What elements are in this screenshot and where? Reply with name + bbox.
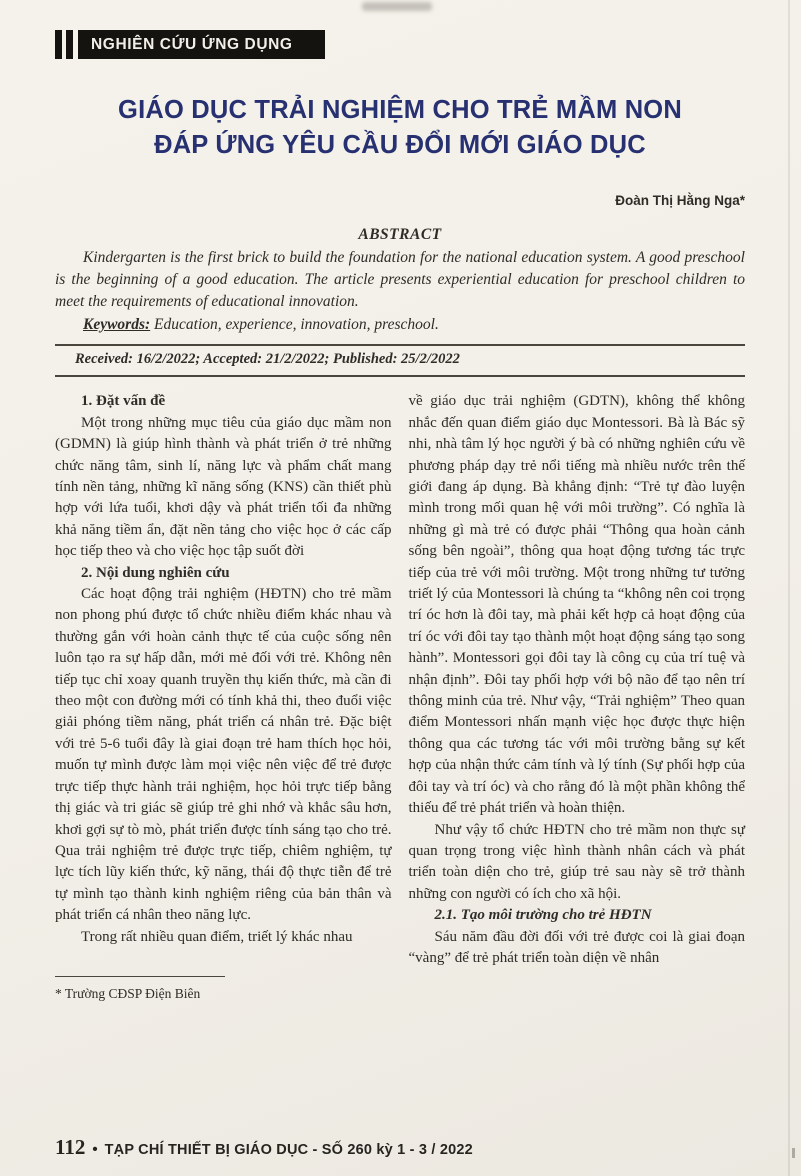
keywords-label: Keywords: xyxy=(83,316,151,334)
footnote-rule xyxy=(55,976,225,977)
section-heading: 1. Đặt vấn đề xyxy=(81,393,166,410)
body-paragraph: Như vậy tổ chức HĐTN cho trẻ mầm non thực sự quan trọng trong việc hình thành nhân cách và phát triển toàn diện cho trẻ, giúp trẻ sau này sẽ trở thành những con người có ích cho xã hội. xyxy=(408,821,745,902)
keywords-line xyxy=(55,314,745,336)
author-name: Đoàn Thị Hằng Nga* xyxy=(615,193,745,209)
body-paragraph: Các hoạt động trải nghiệm (HĐTN) cho trẻ mầm non phong phú được tổ chức nhiều điểm khác nhau và thường gắn với hoàn cảnh thực tế của cuộc sống nên luôn tạo ra sự hấp dẫn, mới mẻ đối với trẻ. Không nên tiếp tục chỉ xoay quanh truyền thụ kiến thức, mà cần đi theo một con đường mới có tính khả thi, theo đuổi việc giải phóng tiềm năng, phát triển cá nhân trẻ. Đặc biệt với trẻ 5-6 tuổi đây là giai đoạn trẻ ham thích học hỏi, muốn tự mình được làm mọi việc nên việc để trẻ được trực tiếp thực hành trải nghiệm, học hỏi trực tiếp bằng thị giác và tri giác sẽ giúp trẻ ghi nhớ và khắc sâu hơn, khơi gợi sự tò mò, phát triển được tính sáng tạo cho trẻ. Qua trải nghiệm trẻ được trực tiếp, chiêm nghiệm, tự lực tích lũy kiến thức, kỹ năng, thái độ thực tiễn để trẻ tự mình tạo thành kinh nghiệm riêng của bản thân và phát triển cá nhân theo năng lực. xyxy=(55,586,392,924)
body-paragraph: Trong rất nhiều quan điểm, triết lý khác nhau xyxy=(81,928,353,945)
dates-line: Received: 16/2/2022; Accepted: 21/2/2022; Published: 25/2/2022 xyxy=(55,344,745,377)
journal-title-line: TẠP CHÍ THIẾT BỊ GIÁO DỤC - SỐ 260 kỳ 1 - 3 / 2022 xyxy=(104,1142,473,1158)
banner-bars-icon xyxy=(55,30,73,59)
scan-artifact-top xyxy=(362,2,432,11)
right-column xyxy=(409,391,746,1004)
footnote xyxy=(55,976,392,1004)
body-paragraph: Một trong những mục tiêu của giáo dục mầm non (GDMN) là giúp hình thành và phát triển ở trẻ những chức năng tâm, sinh lí, năng lực và phẩm chất mang tính nền tảng, những kĩ năng sống (KNS) cần thiết phù hợp với lứa tuổi, khơi dậy và phát triển tối đa những khả năng tiềm ẩn, đặt nền tảng cho việc học ở các cấp học tiếp theo và cho việc học tập suốt đời xyxy=(55,414,392,560)
body-columns xyxy=(55,391,745,1004)
subsection-heading: 2.1. Tạo môi trường cho trẻ HĐTN xyxy=(434,907,652,924)
scan-artifact-dot xyxy=(792,1148,795,1158)
page-number: 112 xyxy=(55,1135,86,1159)
left-column xyxy=(55,391,392,1004)
section-heading: 2. Nội dung nghiên cứu xyxy=(81,564,230,581)
page-footer xyxy=(55,1135,473,1160)
body-paragraph: về giáo dục trải nghiệm (GDTN), không thể không nhắc đến quan điểm giáo dục Montessori. Bà là Bác sỹ nhi, nhà tâm lý học người ý bà có những nghiên cứu về phương pháp dạy trẻ nổi tiếng mà nhiều nước trên thế giới đang áp dụng. Bà khẳng định: “Trẻ tự đào luyện mình trong mối quan hệ với môi trường”. Có nghĩa là những gì mà trẻ có được phải “Thông qua hoàn cảnh sống bên ngoài”, thông qua hoạt động tương tác trực tiếp của trẻ với môi trường. Một trong những tư tưởng triết lý của Montessori là chúng ta “không nên coi trọng trí óc hơn là đôi tay, mà phải kết hợp cả hoạt động của trí óc với đôi tay tạo thành một hoạt động sáng tạo song hành”. Montessori gọi đôi tay là công cụ của trí tuệ và nhận định”. Đôi tay phối hợp với bộ não để tạo nên trí thông minh của trẻ. Như vậy, “Trải nghiệm” Theo quan điểm Montessori nhấn mạnh việc học được thực hiện thông qua các tương tác với môi trường bằng sự kết hợp của nhận thức cảm tính và lý tính (Sự phối hợp của đôi tay và trí óc) và cho rằng đó là một phần không thể thiếu để trẻ phát triển và hoàn thiện. xyxy=(408,393,745,817)
section-banner xyxy=(55,30,745,59)
article-title-line1: GIÁO DỤC TRẢI NGHIỆM CHO TRẺ MẦM NON xyxy=(118,96,682,124)
scan-artifact-edge xyxy=(788,0,790,1176)
footer-bullet: • xyxy=(92,1141,98,1158)
article-title-line2: ĐÁP ỨNG YÊU CẦU ĐỔI MỚI GIÁO DỤC xyxy=(154,131,646,160)
abstract-heading: ABSTRACT xyxy=(358,226,442,244)
section-label: NGHIÊN CỨU ỨNG DỤNG xyxy=(78,30,325,59)
article-title xyxy=(59,93,741,163)
body-paragraph: Sáu năm đầu đời đối với trẻ được coi là giai đoạn “vàng” để trẻ phát triển toàn diện về nhân xyxy=(408,928,745,966)
footnote-text: * Trường CĐSP Điện Biên xyxy=(55,985,201,1001)
keywords-text: Education, experience, innovation, preschool. xyxy=(150,316,439,334)
abstract-text: Kindergarten is the first brick to build the foundation for the national education system. A good preschool is the beginning of a good education. The article presents experiential education for preschool children to meet the requirements of educational innovation. xyxy=(55,249,745,311)
